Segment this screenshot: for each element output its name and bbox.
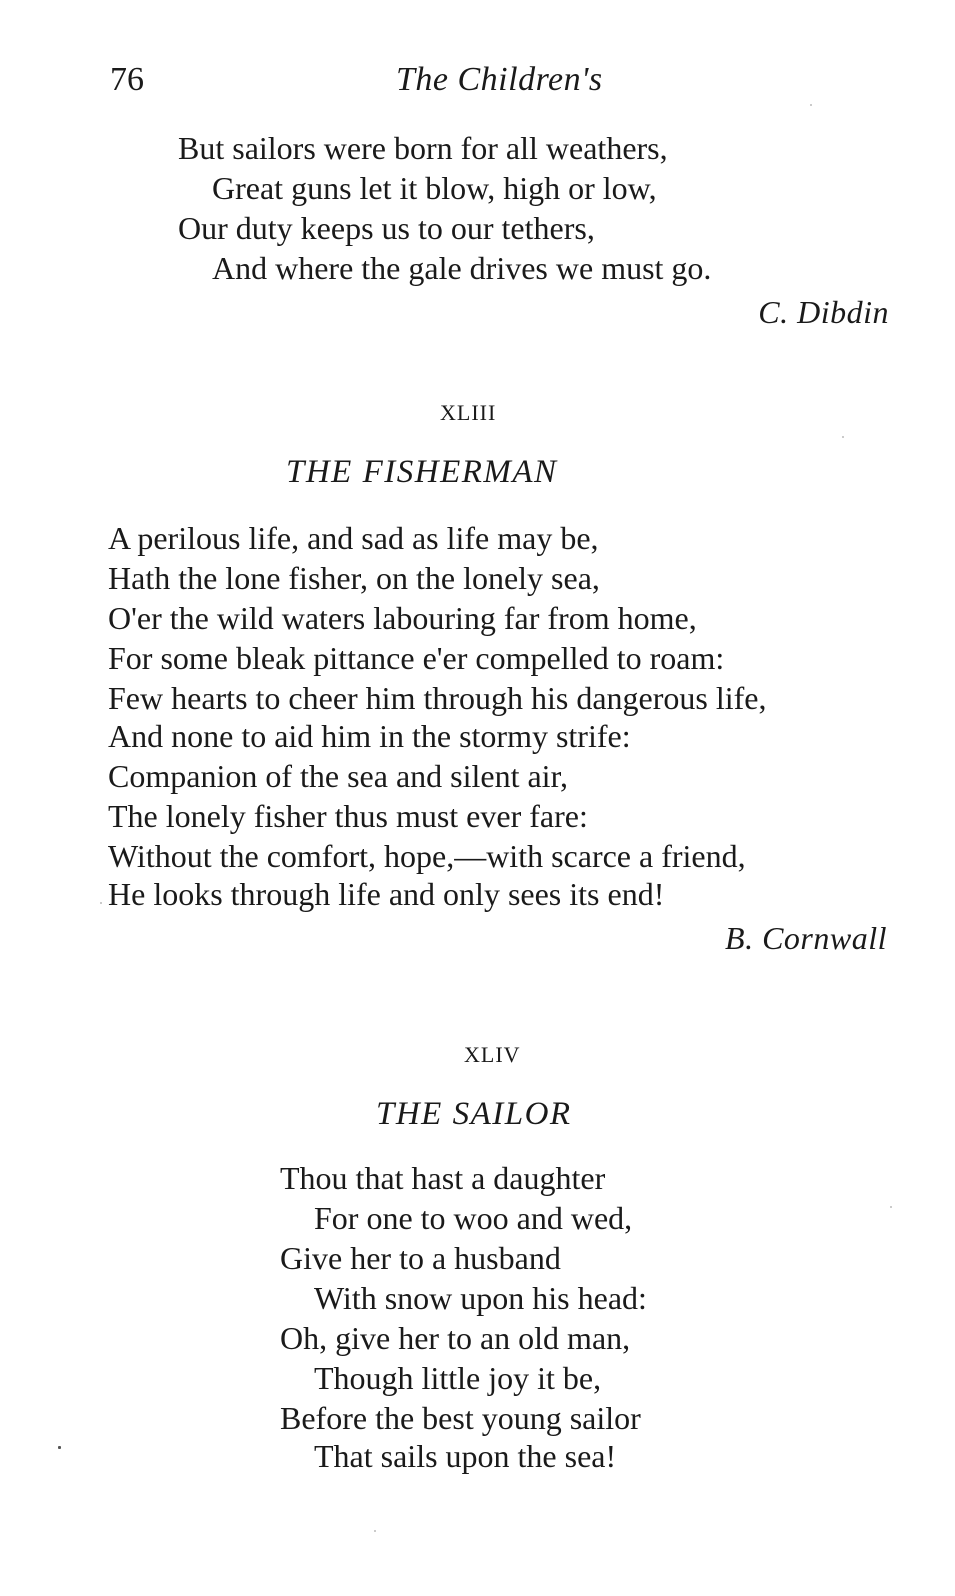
running-title: The Children's bbox=[396, 61, 603, 98]
scan-speck bbox=[842, 436, 844, 438]
verse-line: For some bleak pittance e'er compelled to roam: bbox=[108, 640, 725, 676]
verse-line: With snow upon his head: bbox=[314, 1280, 647, 1316]
verse-line: Thou that hast a daughter bbox=[280, 1160, 606, 1196]
verse-line: Oh, give her to an old man, bbox=[280, 1320, 631, 1356]
verse-line: Without the comfort, hope,—with scarce a friend, bbox=[108, 838, 746, 874]
poem-title: THE SAILOR bbox=[376, 1096, 572, 1132]
verse-line: For one to woo and wed, bbox=[314, 1200, 633, 1236]
verse-line: Give her to a husband bbox=[280, 1240, 561, 1276]
verse-line: He looks through life and only sees its end! bbox=[108, 876, 665, 912]
scan-speck bbox=[890, 1206, 892, 1208]
verse-line: The lonely fisher thus must ever fare: bbox=[108, 798, 588, 834]
poem-title: THE FISHERMAN bbox=[286, 454, 558, 490]
verse-line: Though little joy it be, bbox=[314, 1360, 602, 1396]
scan-speck bbox=[58, 1446, 61, 1449]
verse-line: That sails upon the sea! bbox=[314, 1438, 617, 1474]
verse-line: And where the gale drives we must go. bbox=[212, 250, 712, 286]
scan-speck bbox=[100, 902, 102, 904]
verse-line: Before the best young sailor bbox=[280, 1400, 641, 1436]
verse-line: Great guns let it blow, high or low, bbox=[212, 170, 657, 206]
verse-line: But sailors were born for all weathers, bbox=[178, 130, 668, 166]
page-number: 76 bbox=[110, 61, 144, 98]
verse-line: Our duty keeps us to our tethers, bbox=[178, 210, 595, 246]
scan-speck bbox=[810, 104, 812, 106]
poem-attribution: C. Dibdin bbox=[758, 294, 889, 330]
verse-line: A perilous life, and sad as life may be, bbox=[108, 520, 599, 556]
poem-number: XLIII bbox=[440, 400, 497, 425]
poem-attribution: B. Cornwall bbox=[725, 920, 887, 956]
verse-line: And none to aid him in the stormy strife: bbox=[108, 718, 631, 754]
verse-line: Few hearts to cheer him through his dangerous life, bbox=[108, 680, 767, 716]
verse-line: Hath the lone fisher, on the lonely sea, bbox=[108, 560, 600, 596]
verse-line: O'er the wild waters labouring far from home, bbox=[108, 600, 697, 636]
verse-line: Companion of the sea and silent air, bbox=[108, 758, 568, 794]
poem-number: XLIV bbox=[464, 1042, 521, 1067]
scan-speck bbox=[374, 1530, 376, 1532]
